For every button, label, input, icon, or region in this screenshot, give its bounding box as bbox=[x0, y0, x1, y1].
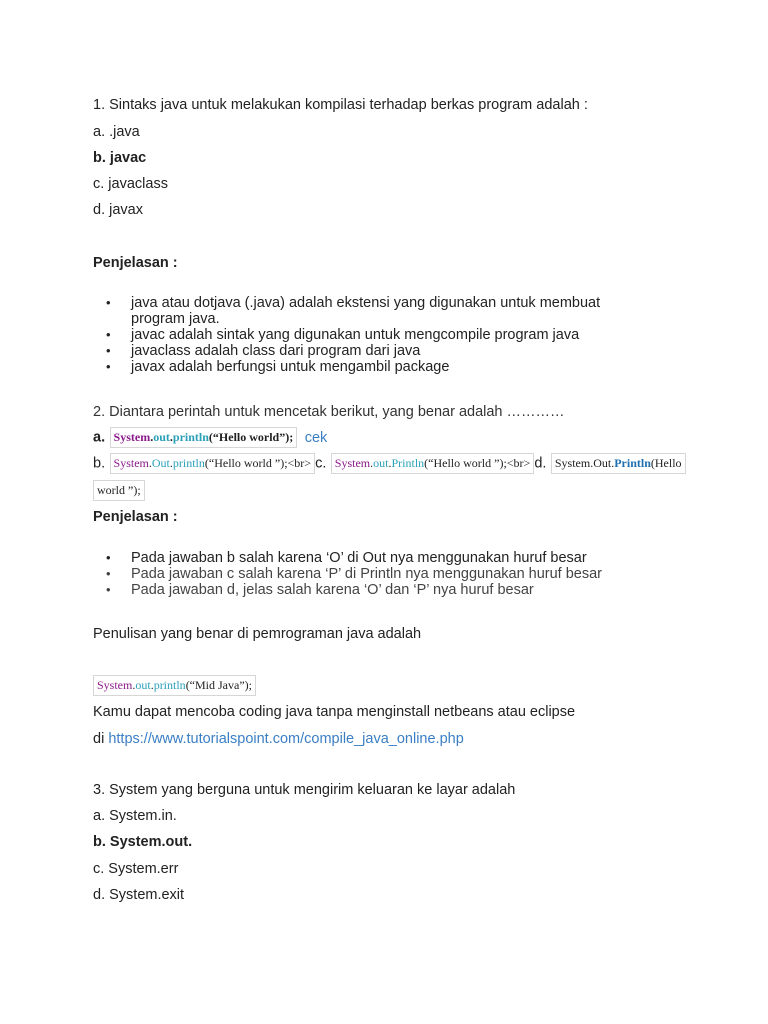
list-item: • javac adalah sintak yang digunakan untuk mengcompile program java bbox=[93, 327, 693, 343]
code-system: System bbox=[113, 430, 151, 444]
q1-explanation-list bbox=[93, 295, 693, 375]
code-dot: . bbox=[611, 456, 615, 470]
q2-option-d-code-wrap bbox=[93, 480, 145, 501]
code-out: out bbox=[135, 678, 151, 692]
code-dot: . bbox=[590, 456, 594, 470]
code-out: out bbox=[373, 456, 389, 470]
code-argument: world ”); bbox=[97, 483, 141, 497]
q2-option-d-label: d. bbox=[534, 455, 547, 472]
code-println: println bbox=[153, 678, 186, 692]
list-item: • javax adalah berfungsi untuk mengambil package bbox=[93, 359, 693, 375]
code-argument: (“Hello world ”);<br> bbox=[424, 456, 531, 470]
code-argument: (“Mid Java”); bbox=[185, 678, 252, 692]
q3-option-a: a. System.in. bbox=[93, 808, 177, 824]
q3-option-b: b. System.out. bbox=[93, 834, 193, 850]
q2-explanation-list bbox=[93, 550, 693, 598]
code-dot: . bbox=[150, 678, 154, 692]
q1-question: 1. Sintaks java untuk melakukan kompilasi terhadap berkas program adalah : bbox=[93, 97, 588, 113]
code-dot: . bbox=[132, 678, 136, 692]
list-item: • java atau dotjava (.java) adalah ekstensi yang digunakan untuk membuat program java. bbox=[93, 295, 651, 327]
code-system: System bbox=[334, 456, 371, 470]
code-out: Out bbox=[593, 456, 612, 470]
q2-option-b-label: b. bbox=[93, 455, 106, 472]
code-argument: (“Hello world ”);<br> bbox=[204, 456, 312, 470]
code-dot: . bbox=[169, 430, 173, 444]
q2-link-row bbox=[93, 730, 464, 748]
list-item: • Pada jawaban c salah karena ‘P’ di Println nya menggunakan huruf besar bbox=[93, 566, 693, 582]
q2-option-d-continued bbox=[93, 480, 145, 501]
code-println: Println bbox=[391, 456, 425, 470]
code-dot: . bbox=[148, 456, 152, 470]
q2-option-c-code bbox=[331, 453, 535, 474]
q2-option-a-code bbox=[110, 427, 298, 448]
code-dot: . bbox=[388, 456, 392, 470]
q1-explanation-title: Penjelasan : bbox=[93, 255, 178, 271]
code-dot: . bbox=[150, 430, 154, 444]
q2-try-note: Kamu dapat mencoba coding java tanpa menginstall netbeans atau eclipse bbox=[93, 704, 576, 720]
q2-option-a-row bbox=[93, 427, 327, 448]
q2-option-d-code bbox=[551, 453, 686, 474]
code-println: Println bbox=[614, 456, 651, 470]
code-dot: . bbox=[169, 456, 173, 470]
code-system: System bbox=[113, 456, 149, 470]
code-out: out bbox=[153, 430, 170, 444]
q2-option-b-code bbox=[110, 453, 316, 474]
list-item: • javaclass adalah class dari program dari java bbox=[93, 343, 693, 359]
code-out: Out bbox=[151, 456, 170, 470]
code-println: println bbox=[172, 430, 209, 444]
code-system: System bbox=[97, 678, 133, 692]
q2-question: 2. Diantara perintah untuk mencetak berikut, yang benar adalah ………… bbox=[93, 404, 565, 420]
code-system: System bbox=[554, 456, 591, 470]
cek-link[interactable]: cek bbox=[304, 429, 328, 446]
q3-option-d: d. System.exit bbox=[93, 887, 185, 903]
q2-option-a-label: a. bbox=[93, 429, 106, 446]
tutorialspoint-link[interactable]: https://www.tutorialspoint.com/compile_java_online.php bbox=[108, 731, 464, 747]
q1-option-b: b. javac bbox=[93, 150, 147, 166]
q3-option-c: c. System.err bbox=[93, 861, 179, 877]
q2-correct-code-row bbox=[93, 675, 256, 696]
code-argument: (“Hello world”); bbox=[208, 430, 294, 444]
q2-explanation-title: Penjelasan : bbox=[93, 509, 178, 525]
q1-option-a: a. .java bbox=[93, 124, 140, 140]
code-dot: . bbox=[370, 456, 374, 470]
q2-correct-code bbox=[93, 675, 256, 696]
q2-correct-note: Penulisan yang benar di pemrograman java adalah bbox=[93, 626, 422, 642]
q1-option-c: c. javaclass bbox=[93, 176, 168, 192]
q2-di-text: di bbox=[93, 731, 109, 747]
q1-option-d: d. javax bbox=[93, 202, 143, 218]
q2-option-bcd-row bbox=[93, 453, 686, 474]
q3-question: 3. System yang berguna untuk mengirim keluaran ke layar adalah bbox=[93, 782, 516, 798]
list-item: • Pada jawaban d, jelas salah karena ‘O’ dan ‘P’ nya huruf besar bbox=[93, 582, 693, 598]
code-println: println bbox=[172, 456, 205, 470]
code-argument: (Hello bbox=[650, 456, 682, 470]
q2-option-c-label: c. bbox=[315, 455, 327, 472]
list-item: • Pada jawaban b salah karena ‘O’ di Out nya menggunakan huruf besar bbox=[93, 550, 693, 566]
